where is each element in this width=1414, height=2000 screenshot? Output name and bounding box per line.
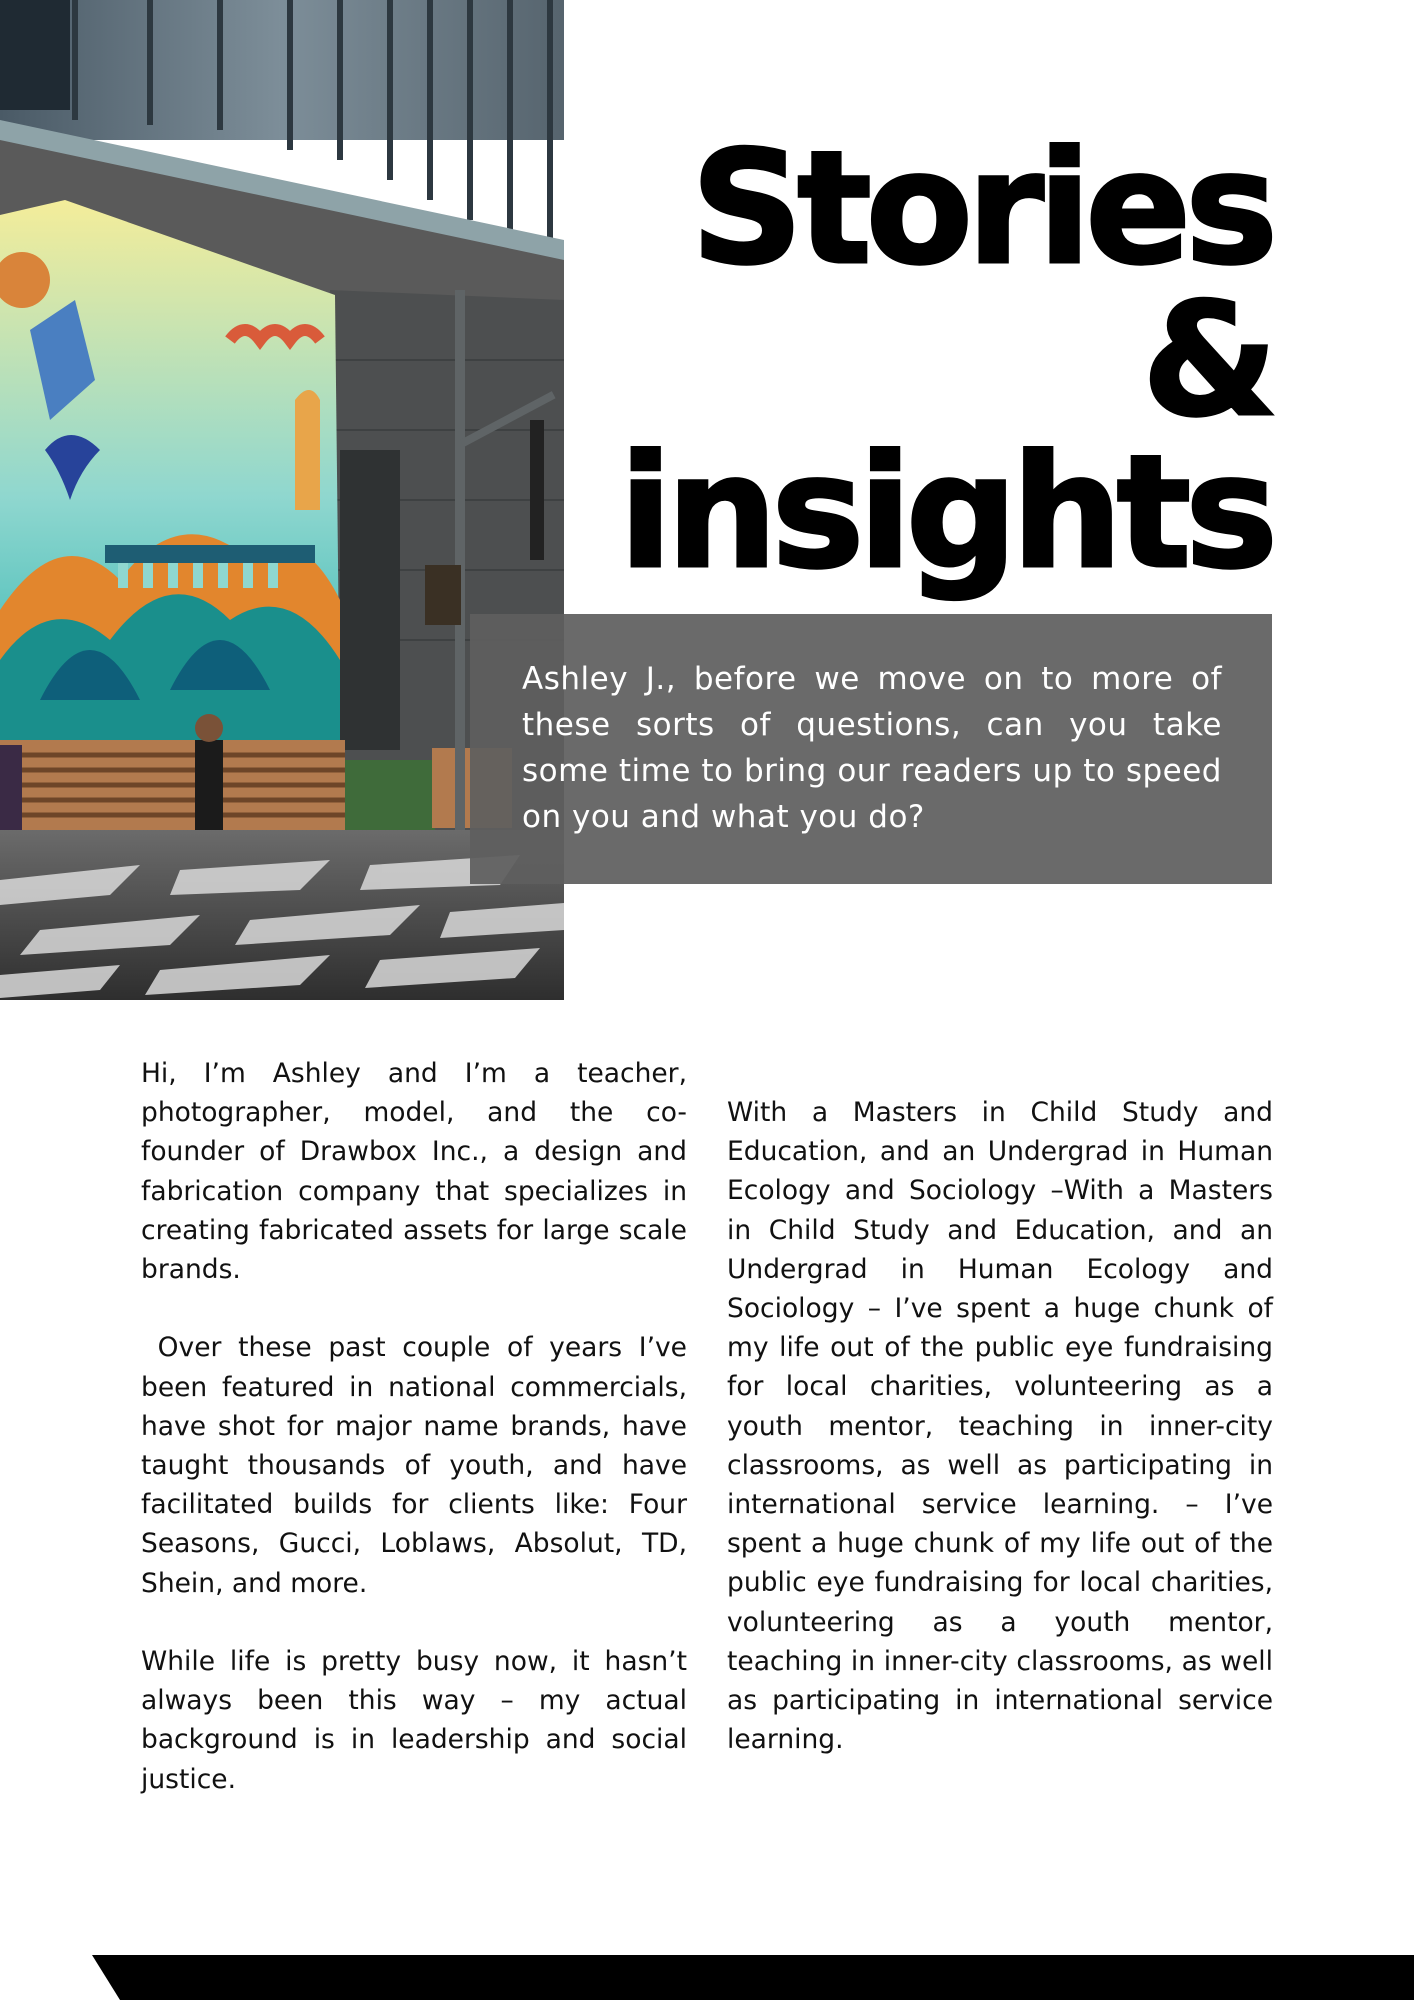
paragraph: Over these past couple of years I’ve been featured in national commercials, have shot for major name brands, have taught thousands of youth, and have facilitated builds for clients like: Four Seasons, Gucci, Loblaws, Absolut, TD, Shein, and more. [141,1332,696,1599]
paragraph: Hi, I’m Ashley and I’m a teacher, photographer, model, and the co-founder of Drawbox Inc., a design and fabrication company that specializes in creating fabricated assets for large scale brands. [141,1058,687,1286]
body-column-right [727,1093,1273,1759]
paragraph: While life is pretty busy now, it hasn’t always been this way – my actual background is in leadership and social justice. [141,1646,687,1795]
footer-bar [92,1955,1414,2000]
title-line-2: insights [618,421,1272,603]
paragraph: With a Masters in Child Study and Education, and an Undergrad in Human Ecology and Sociology –With a Masters in Child Study and Education, and an Undergrad in Human Ecology and Sociology – I’ve spent a huge chunk of my life out of the public eye fundraising for local charities, volunteering as a youth mentor, teaching in inner-city classrooms, as well as participating in international service learning. – I’ve spent a huge chunk of my life out of the public eye fundraising for local charities, volunteering as a youth mentor, teaching in inner-city classrooms, as well as participating in international service learning. [727,1097,1273,1756]
body-column-left [141,1054,696,1799]
page-title [552,117,1272,603]
title-line-1: Stories & [690,117,1272,451]
question-box [470,614,1272,884]
interview-question: Ashley J., before we move on to more of these sorts of questions, can you take some time to bring our readers up to speed on you and what you do? [522,661,1222,835]
